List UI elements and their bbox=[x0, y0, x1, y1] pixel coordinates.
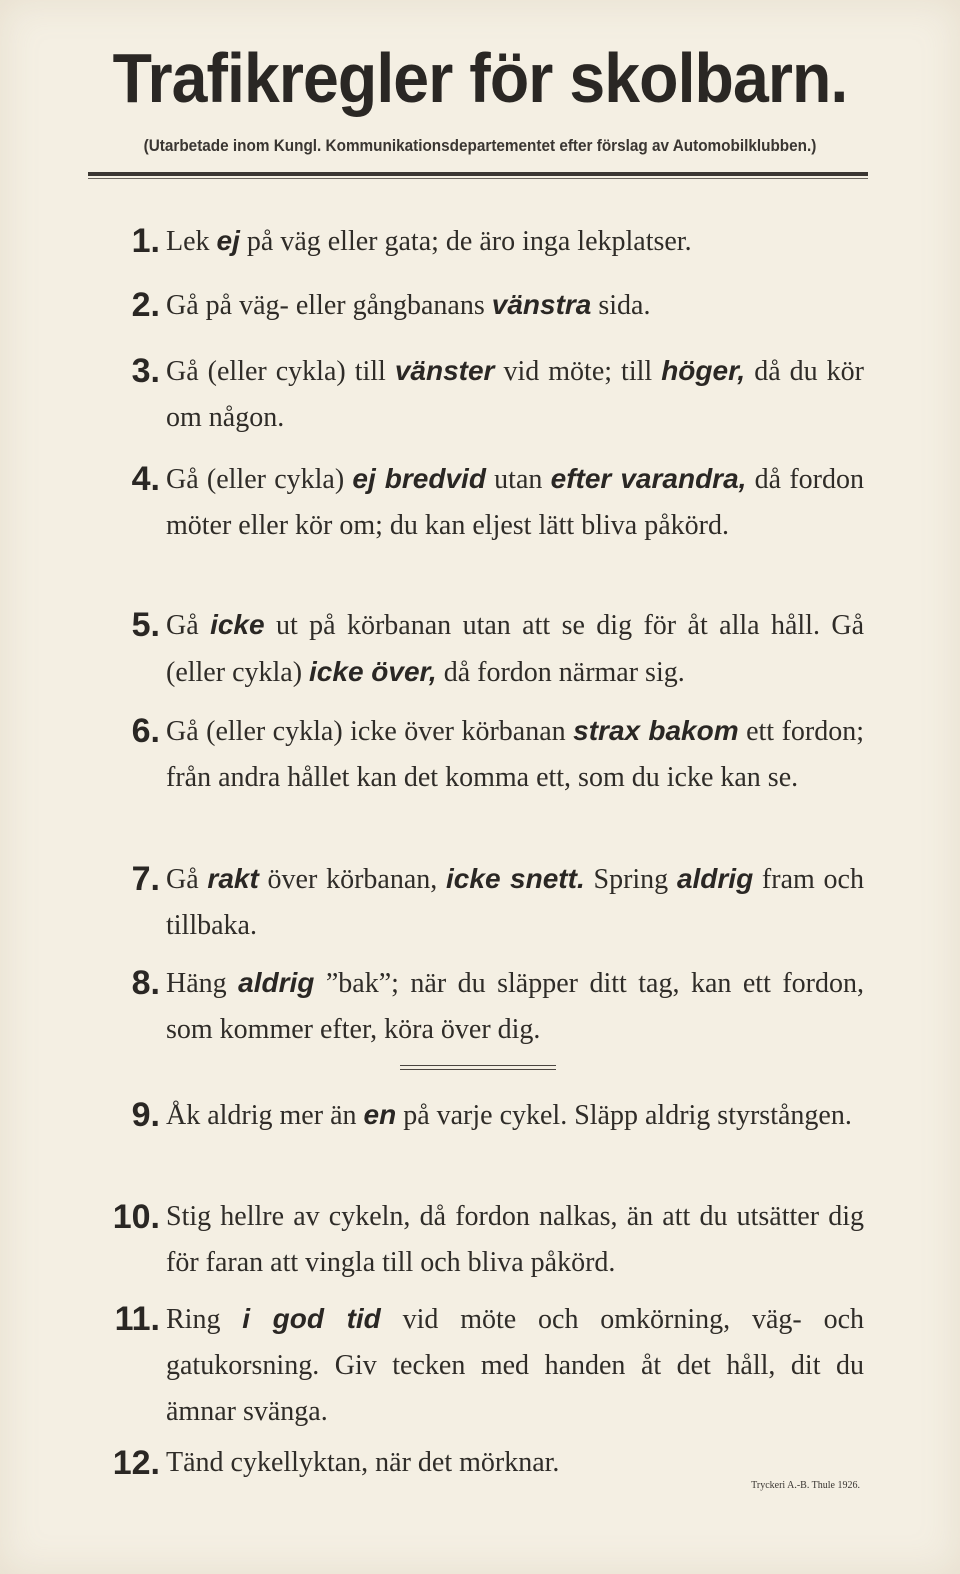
rule-text-run: vid möte och omkörning, väg- och gatukorsning. Giv tecken med handen åt det håll, dit du ämnar svänga. bbox=[166, 1304, 864, 1427]
rule-text bbox=[166, 708, 864, 801]
rule-text-run: Gå bbox=[166, 610, 211, 641]
rule-text-run: på väg eller gata; de äro inga lekplatser. bbox=[239, 226, 692, 257]
printer-imprint: Tryckeri A.-B. Thule 1926. bbox=[751, 1480, 860, 1491]
title-divider-thin bbox=[88, 178, 868, 179]
emphasis-text: icke bbox=[210, 609, 265, 640]
section-divider bbox=[400, 1065, 556, 1070]
rule-text-run: ut på körbanan utan att se dig för åt alla håll. Gå (eller cykla) bbox=[166, 610, 864, 688]
rule-text-run: då du kör om någon. bbox=[166, 356, 864, 433]
rule-number: 6. bbox=[131, 712, 160, 750]
rule-text-run: Häng bbox=[166, 968, 239, 999]
emphasis-text: aldrig bbox=[676, 863, 754, 894]
rule-text-run: ”bak”; när du släpper ditt tag, kan ett fordon, som kommer efter, köra över dig. bbox=[166, 968, 864, 1045]
rule-text-run: Lek bbox=[166, 226, 217, 257]
emphasis-text: en bbox=[363, 1099, 397, 1130]
title-divider bbox=[88, 172, 868, 176]
rule-text-run: då fordon möter eller kör om; du kan eljest lätt bliva påkörd. bbox=[166, 464, 865, 541]
rule-number: 3. bbox=[131, 352, 160, 390]
page-subtitle: (Utarbetade inom Kungl. Kommunikationsdepartementet efter förslag av Automobilklubben.) bbox=[143, 136, 817, 155]
rule-number: 10. bbox=[112, 1198, 160, 1236]
rule-text-run: fram och tillbaka. bbox=[166, 864, 864, 941]
emphasis-text: höger, bbox=[661, 355, 746, 386]
emphasis-text: vänstra bbox=[491, 289, 592, 320]
rule-number: 8. bbox=[131, 964, 160, 1002]
rule-number: 9. bbox=[131, 1096, 160, 1134]
rule-number: 2. bbox=[131, 286, 160, 324]
rule-text-run: utan bbox=[485, 464, 551, 495]
rule-text-run: Ring bbox=[166, 1304, 243, 1335]
rule-text bbox=[166, 282, 864, 329]
rule-text-run: Gå på väg- eller gångbanans bbox=[166, 290, 492, 321]
rule-text bbox=[166, 856, 864, 949]
rule-number: 1. bbox=[131, 222, 160, 260]
page-title: Trafikregler för skolbarn. bbox=[112, 39, 848, 117]
rule-text-run: på varje cykel. Släpp aldrig styrstången. bbox=[396, 1100, 852, 1131]
rule-text bbox=[166, 218, 864, 265]
emphasis-text: ej bredvid bbox=[352, 463, 486, 494]
rule-number: 7. bbox=[131, 860, 160, 898]
emphasis-text: icke över, bbox=[309, 656, 437, 687]
rule-text-run: då fordon närmar sig. bbox=[436, 657, 685, 688]
rule-text-run: ett fordon; från andra hållet kan det komma ett, som du icke kan se. bbox=[166, 716, 864, 793]
emphasis-text: aldrig bbox=[238, 967, 315, 998]
rule-text bbox=[166, 960, 864, 1053]
rule-text bbox=[166, 348, 864, 441]
rule-number: 5. bbox=[131, 606, 160, 644]
rule-text-run: Gå bbox=[166, 864, 208, 895]
emphasis-text: strax bakom bbox=[573, 715, 739, 746]
emphasis-text: icke snett. bbox=[446, 863, 585, 894]
emphasis-text: rakt bbox=[207, 863, 259, 894]
emphasis-text: ej bbox=[216, 225, 240, 256]
rule-text-run: sida. bbox=[591, 290, 651, 321]
rule-number: 12. bbox=[112, 1444, 160, 1482]
emphasis-text: efter varandra, bbox=[550, 463, 747, 494]
rule-text bbox=[166, 1296, 864, 1435]
rule-text-run: Gå (eller cykla) icke över körbanan bbox=[166, 716, 574, 747]
rule-text-run: över körbanan, bbox=[258, 864, 447, 895]
rule-text-run: Tänd cykellyktan, när det mörknar. bbox=[166, 1447, 560, 1478]
rule-text bbox=[166, 602, 864, 696]
rule-text bbox=[166, 456, 864, 549]
rule-text-run: Spring bbox=[584, 864, 677, 895]
rule-number: 11. bbox=[114, 1300, 160, 1338]
emphasis-text: i god tid bbox=[242, 1303, 381, 1334]
rule-number: 4. bbox=[131, 460, 160, 498]
rule-text-run: Stig hellre av cykeln, då fordon nalkas, än att du utsätter dig för faran att vingla till och bliva påkörd. bbox=[166, 1201, 864, 1278]
rule-text bbox=[166, 1092, 864, 1139]
rule-text-run: Åk aldrig mer än bbox=[166, 1100, 364, 1131]
emphasis-text: vänster bbox=[394, 355, 495, 386]
rule-text-run: vid möte; till bbox=[494, 356, 662, 387]
rule-text-run: Gå (eller cykla) till bbox=[166, 356, 395, 387]
rule-text bbox=[166, 1194, 864, 1286]
rule-text-run: Gå (eller cykla) bbox=[166, 464, 353, 495]
